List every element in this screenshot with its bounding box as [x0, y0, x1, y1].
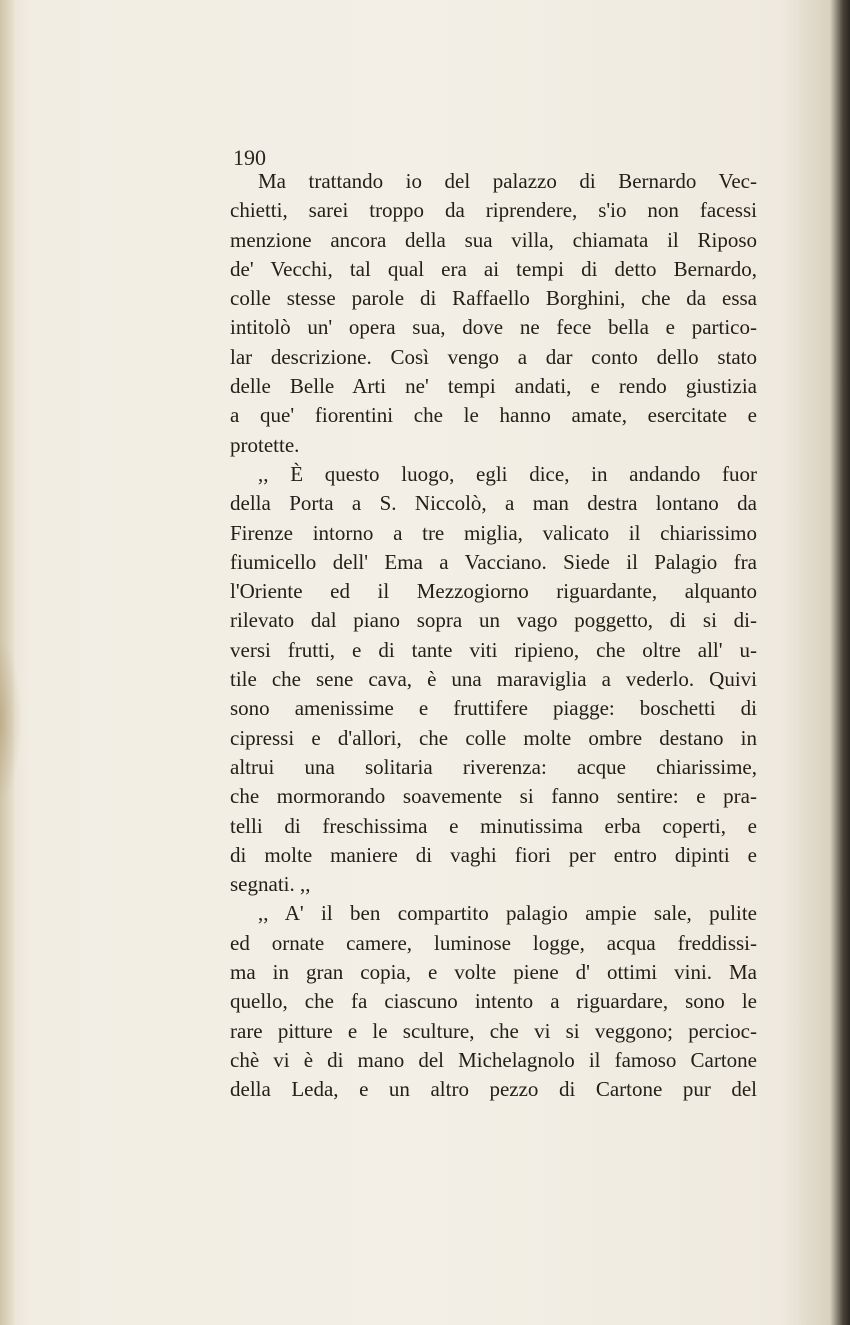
- text-line: intitolò un' opera sua, dove ne fece bella e partico-: [230, 315, 757, 340]
- text-line: tile che sene cava, è una maraviglia a vederlo. Quivi: [230, 667, 757, 692]
- text-line: Firenze intorno a tre miglia, valicato il chiarissimo: [230, 520, 757, 545]
- text-line: versi frutti, e di tante viti ripieno, che oltre all' u-: [230, 637, 757, 662]
- paragraph: [230, 460, 757, 899]
- text-line: fiumicello dell' Ema a Vacciano. Siede il Palagio fra: [230, 549, 757, 574]
- text-line: sono amenissime e fruttifere piagge: boschetti di: [230, 696, 757, 721]
- text-line: a que' fiorentini che le hanno amate, esercitate e: [230, 403, 757, 428]
- text-line: telli di freschissima e minutissima erba coperti, e: [230, 813, 757, 838]
- text-line: rare pitture e le sculture, che vi si veggono; percioc-: [230, 1018, 757, 1043]
- text-line: segnati. ,,: [230, 872, 311, 897]
- text-line: ,, È questo luogo, egli dice, in andando fuor: [258, 461, 757, 486]
- text-line: delle Belle Arti ne' tempi andati, e rendo giustizia: [230, 374, 757, 399]
- text-line: Ma trattando io del palazzo di Bernardo Vec-: [258, 169, 757, 193]
- text-line: rilevato dal piano sopra un vago poggetto, di si di-: [230, 608, 757, 633]
- text-line: chè vi è di mano del Michelagnolo il famoso Cartone: [230, 1047, 757, 1072]
- body-text: [230, 167, 757, 1105]
- text-line: colle stesse parole di Raffaello Borghini, che da essa: [230, 286, 757, 311]
- text-line: di molte maniere di vaghi fiori per entro dipinti e: [230, 842, 757, 867]
- text-line: chietti, sarei troppo da riprendere, s'io non facessi: [230, 198, 757, 223]
- text-line: protette.: [230, 432, 300, 457]
- text-line: ed ornate camere, luminose logge, acqua freddissi-: [230, 930, 757, 955]
- text-line: lar descrizione. Così vengo a dar conto dello stato: [230, 344, 757, 369]
- text-line: cipressi e d'allori, che colle molte ombre destano in: [230, 725, 757, 750]
- text-line: quello, che fa ciascuno intento a riguardare, sono le: [230, 989, 757, 1014]
- text-line: ,, A' il ben compartito palagio ampie sale, pulite: [258, 901, 757, 926]
- text-line: l'Oriente ed il Mezzogiorno riguardante, alquanto: [230, 579, 757, 604]
- text-line: menzione ancora della sua villa, chiamata il Riposo: [230, 227, 757, 252]
- text-line: de' Vecchi, tal qual era ai tempi di detto Bernardo,: [230, 256, 757, 281]
- text-line: della Porta a S. Niccolò, a man destra lontano da: [230, 491, 757, 516]
- paragraph: [230, 899, 757, 1104]
- text-line: della Leda, e un altro pezzo di Cartone pur del: [230, 1077, 757, 1102]
- page-number: 190: [233, 145, 266, 170]
- paragraph: [230, 167, 757, 460]
- text-line: ma in gran copia, e volte piene d' ottimi vini. Ma: [230, 960, 757, 985]
- text-line: che mormorando soavemente si fanno sentire: e pra-: [230, 784, 757, 809]
- paper-stain: [0, 640, 22, 800]
- text-line: altrui una solitaria riverenza: acque chiarissime,: [230, 754, 757, 779]
